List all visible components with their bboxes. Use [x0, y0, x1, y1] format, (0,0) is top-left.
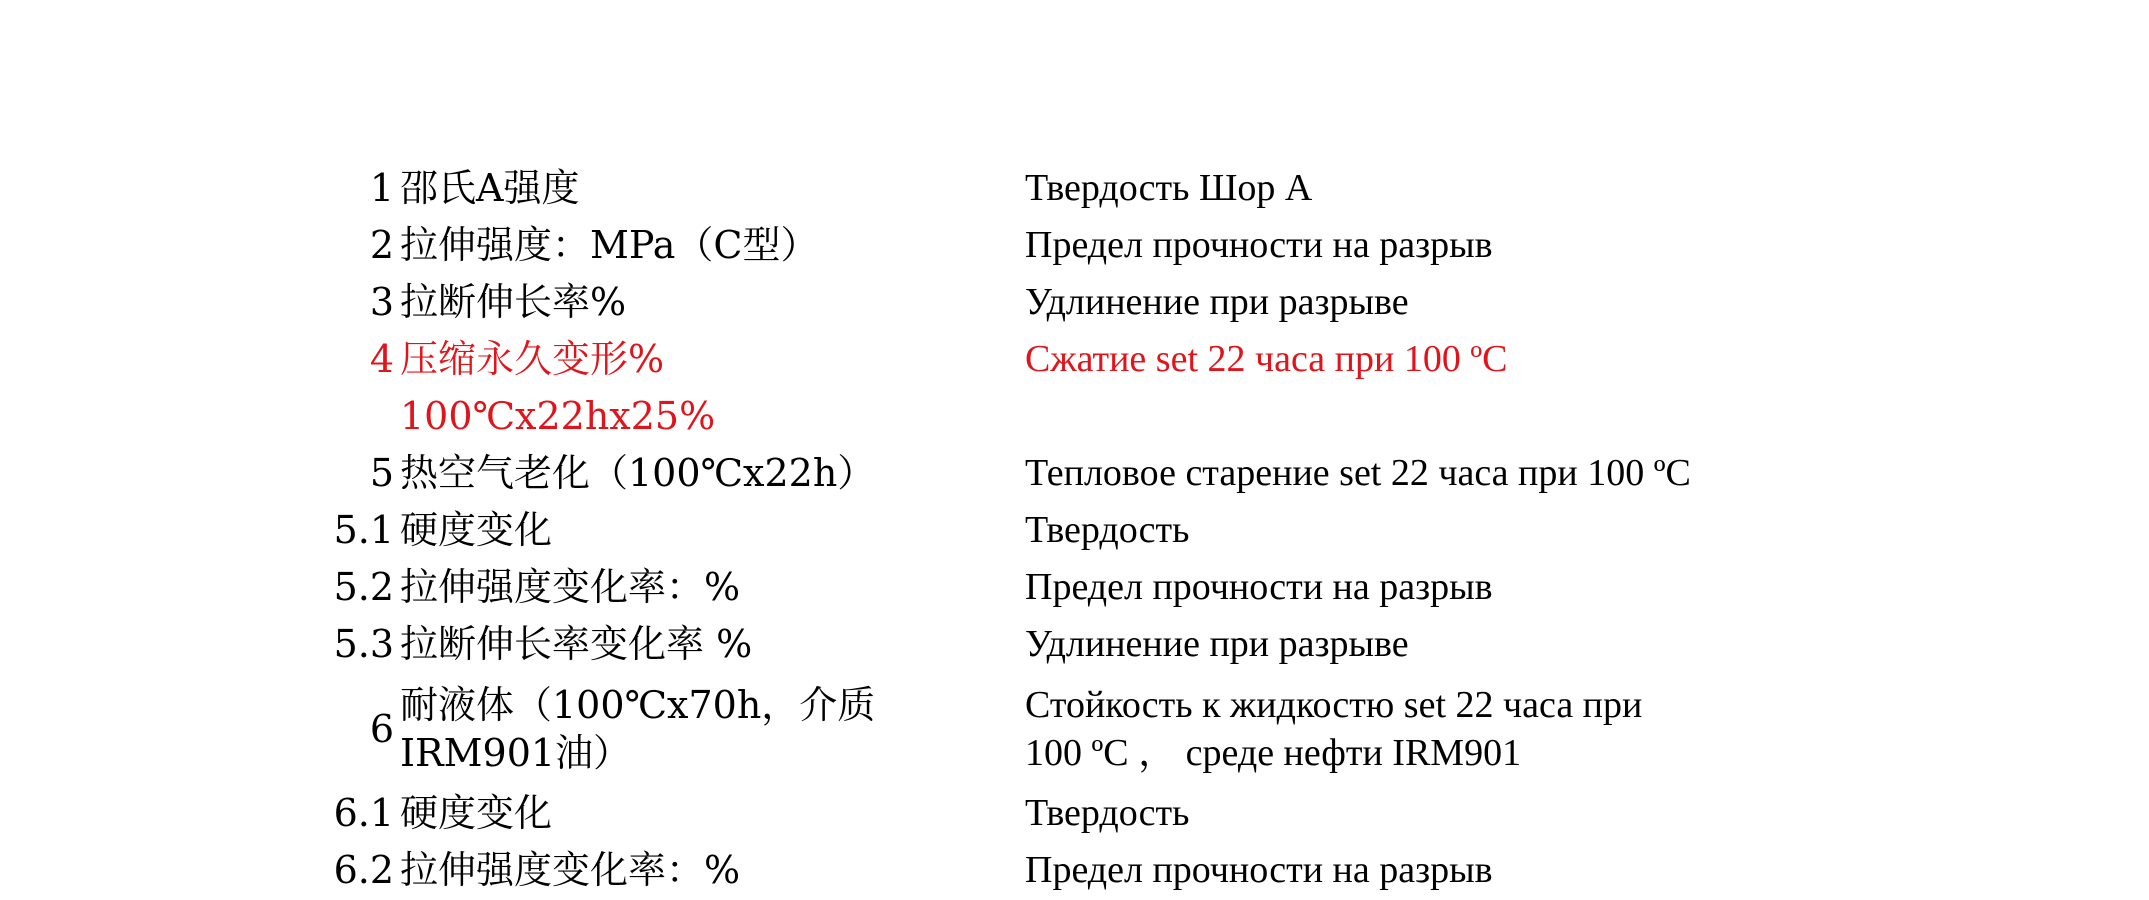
chinese-term: 拉断伸长率变化率 %: [400, 622, 753, 666]
russian-term: Удлинение при разрыве: [1025, 623, 1409, 665]
chinese-term: 拉断伸长率%: [400, 280, 627, 324]
chinese-term: 压缩永久变形%: [400, 337, 665, 381]
row-number: 6: [369, 707, 394, 751]
table-row-highlighted: [0, 388, 2149, 445]
table-row-highlighted: [0, 331, 2149, 388]
row-number: 3: [369, 280, 394, 324]
russian-term: Стойкость к жидкостю set 22 часа при 100 ºC ， среде нефти IRM901: [1025, 684, 1643, 774]
russian-term: Удлинение при разрыве: [1025, 281, 1409, 323]
chinese-term: 拉伸强度：MPa（C型）: [400, 223, 819, 267]
russian-term: Тепловое старение set 22 часа при 100 ºC: [1025, 452, 1691, 494]
russian-term: Предел прочности на разрыв: [1025, 566, 1493, 608]
chinese-term: 拉伸强度变化率：%: [400, 848, 741, 892]
row-number: 6.1: [333, 791, 394, 835]
table-row: [0, 274, 2149, 331]
chinese-term: 拉伸强度变化率：%: [400, 565, 741, 609]
row-number: 5: [369, 451, 394, 495]
row-number: 6.2: [333, 848, 394, 892]
row-number: 1: [369, 166, 394, 210]
table-row: [0, 445, 2149, 502]
table-row: [0, 681, 2149, 777]
russian-term: Твердость: [1025, 509, 1190, 551]
row-number: 5.3: [333, 622, 394, 666]
table-row: [0, 559, 2149, 616]
russian-term: Твердость Шор А: [1025, 167, 1313, 209]
row-number: 5.1: [333, 508, 394, 552]
chinese-term: 硬度变化: [400, 508, 553, 552]
russian-term: Твердость: [1025, 792, 1190, 834]
table-row: [0, 502, 2149, 559]
row-number: 4: [369, 337, 394, 381]
chinese-term: 热空气老化（100℃x22h）: [400, 451, 876, 495]
table-row: [0, 160, 2149, 217]
spec-table: [0, 160, 2149, 899]
table-row: [0, 785, 2149, 842]
russian-term: Предел прочности на разрыв: [1025, 224, 1493, 266]
row-number: 5.2: [333, 565, 394, 609]
russian-term: Сжатие set 22 часа при 100 ºC: [1025, 338, 1508, 380]
chinese-term: 耐液体（100℃x70h，介质 IRM901油）: [400, 683, 876, 775]
chinese-term: 邵氏A强度: [400, 166, 580, 210]
table-row: [0, 842, 2149, 899]
chinese-term: 硬度变化: [400, 791, 553, 835]
russian-term: Предел прочности на разрыв: [1025, 849, 1493, 891]
chinese-term: 100℃x22hx25%: [400, 394, 716, 438]
row-number: 2: [369, 223, 394, 267]
table-row: [0, 217, 2149, 274]
table-row: [0, 616, 2149, 673]
